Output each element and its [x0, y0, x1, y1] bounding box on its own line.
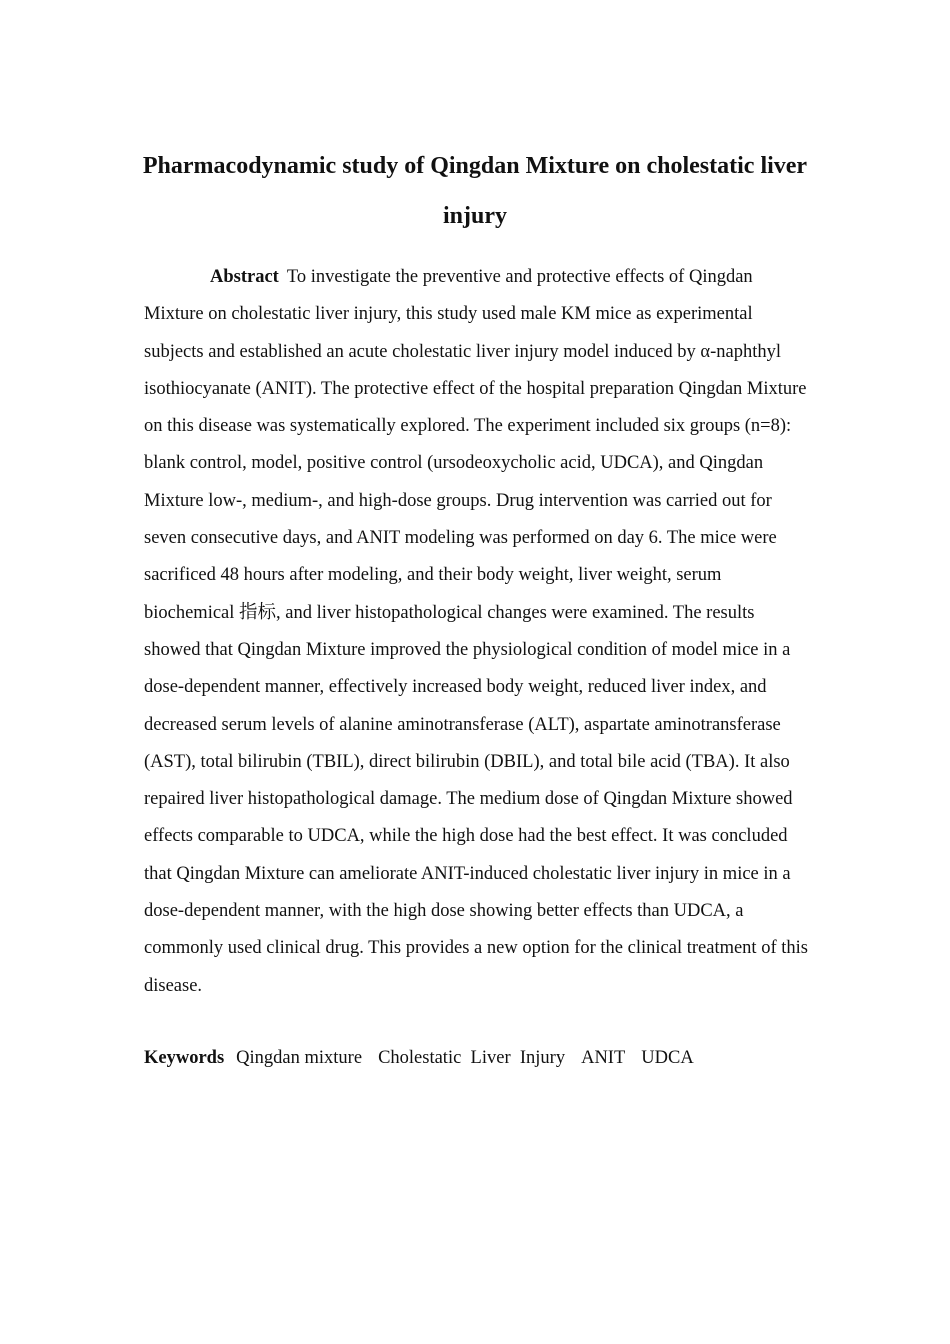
abstract-label: Abstract	[210, 267, 279, 287]
abstract-text: To investigate the preventive and protective effects of Qingdan Mixture on cholestatic liver injury, this study used male KM mice as experimental subjects and established an acute cholestatic liver injury model induced by α-naphthyl isothiocyanate (ANIT). The protective effect of the hospital preparation Qingdan Mixture on this disease was systematically explored. The experiment included six groups (n=8): blank control, model, positive control (ursodeoxycholic acid, UDCA), and Qingdan Mixture low-, medium-, and high-dose groups. Drug intervention was carried out for seven consecutive days, and ANIT modeling was performed on day 6. The mice were sacrificed 48 hours after modeling, and their body weight, liver weight, serum biochemical 指标, and liver histopathological changes were examined. The results showed that Qingdan Mixture improved the physiological condition of model mice in a dose-dependent manner, effectively increased body weight, reduced liver index, and decreased serum levels of alanine aminotransferase (ALT), aspartate aminotransferase (AST), total bilirubin (TBIL), direct bilirubin (DBIL), and total bile acid (TBA). It also repaired liver histopathological damage. The medium dose of Qingdan Mixture showed effects comparable to UDCA, while the high dose had the best effect. It was concluded that Qingdan Mixture can ameliorate ANIT-induced cholestatic liver injury in mice in a dose-dependent manner, with the high dose showing better effects than UDCA, a commonly used clinical drug. This provides a new option for the clinical treatment of this disease.	[144, 267, 808, 996]
keywords-label: Keywords	[144, 1048, 225, 1068]
keyword: Qingdan mixture	[236, 1048, 363, 1068]
keyword: UDCA	[641, 1048, 694, 1068]
keyword: Cholestatic Liver Injury	[378, 1048, 566, 1068]
abstract-paragraph	[144, 259, 809, 1005]
keyword: ANIT	[581, 1048, 626, 1068]
keywords-line	[144, 1040, 809, 1077]
paper-title: Pharmacodynamic study of Qingdan Mixture on cholestatic liver injury	[142, 153, 808, 229]
